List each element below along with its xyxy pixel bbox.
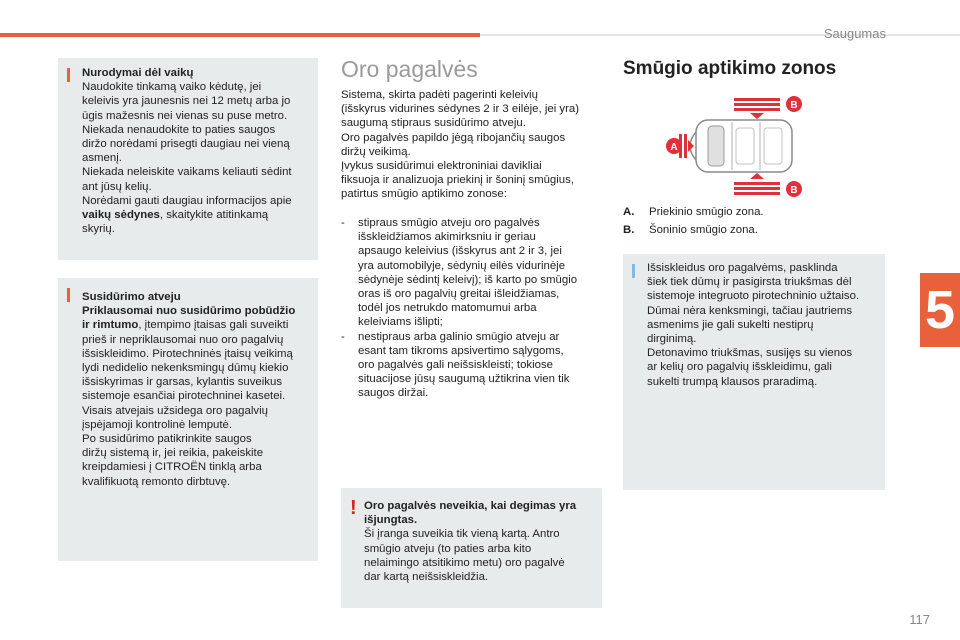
deployment-note: Išsiskleidus oro pagalvėms, pasklinda šiek tiek dūmų ir pasigirsta triukšmas dėl sistemoje integruoto pirotechninio užtaiso. Dūmai nėra kenksmingi, tačiau jautriems asmenims jie gali sukelti nestiprų dirginimą. Detonavimo triukšmas, susijęs su vienos ar kelių oro pagalvių išskleidimu, gali sukelti trumpą klausos praradimą. xyxy=(623,254,885,490)
note-marker xyxy=(67,68,70,82)
airbags-heading: Oro pagalvės xyxy=(341,56,478,82)
chapter-tab[interactable] xyxy=(920,273,960,347)
child-seats-reference: vaikų sėdynes xyxy=(82,209,160,222)
note-line: diržo norėdami prisegti daugiau nei vieną xyxy=(82,138,290,151)
header-accent-bar xyxy=(0,33,480,37)
vehicle-diagram xyxy=(660,92,810,202)
collision-note xyxy=(58,278,318,561)
chapter-number: 5 xyxy=(924,280,956,340)
note-line: ir rimtumo, įtempimo įtaisas gali suveikti xyxy=(82,319,289,332)
note-line: diržų sistemą ir, jei reikia, pakeiskite xyxy=(82,447,264,460)
note-line: ant jūsų kelių. xyxy=(82,180,152,193)
note-marker xyxy=(632,264,635,278)
warning-text: Oro pagalvės neveikia, kai degimas yra išjungtas. Ši įranga suveikia tik vieną kartą. Antro smūgio atveju (to paties arba kito nelaimingo atsitikimo metu) oro pagalvė dar kartą neišsiskleidžia. xyxy=(364,500,577,584)
child-safety-note xyxy=(58,58,318,260)
vehicle-outline-icon xyxy=(690,120,792,172)
warning-icon: ! xyxy=(350,497,357,519)
note-line: prieš ir nepriklausomai nuo oro pagalvių xyxy=(82,333,284,346)
note-line: keleivis yra jaunesnis nei 12 metų arba jo xyxy=(82,95,291,108)
zone-a-label: A xyxy=(670,142,678,153)
page-number: 117 xyxy=(909,612,930,627)
note-line: sistemoje esančiai pirotechninei kasetei. xyxy=(82,390,286,403)
note-line: Po susidūrimo patikrinkite saugos xyxy=(82,433,252,446)
zones-heading: Smūgio aptikimo zonos xyxy=(623,58,837,79)
list-item: - nestipraus arba galinio smūgio atveju ar esant tam tikroms apsivertimo sąlygoms, oro pagalvės gali neišsiskleisti; tokiose situacijose jūsų saugumą užtikrina vien tik saugos diržai. xyxy=(341,330,570,400)
note-line: ūgis mažesnis nei vienas su puse metro. xyxy=(82,109,288,122)
note-line: išsiskyrimas ir garsas, kylantis suveikus xyxy=(82,376,283,389)
side-impact-zone-top xyxy=(734,98,780,119)
note-line: įspėjamoji kontrolinė lemputė. xyxy=(82,418,233,431)
note-line: vaikų sėdynes, skaitykite atitinkamą xyxy=(82,209,269,222)
note-title: Nurodymai dėl vaikų xyxy=(82,67,194,79)
note-line: išsiskleidimo. Pirotechninės įtaisų veikimą xyxy=(82,347,293,360)
note-title: Susidūrimo atveju xyxy=(82,291,181,303)
note-bold-line: Priklausomai nuo susidūrimo pobūdžio xyxy=(82,305,296,318)
note-marker xyxy=(67,288,70,302)
impact-list xyxy=(341,216,603,401)
zone-b-label-bottom: B xyxy=(790,185,798,196)
legend-item-b: B. Šoninio smūgio zona. xyxy=(623,224,758,236)
note-line: asmenį. xyxy=(82,152,122,165)
note-line: Niekada neleiskite vaikams keliauti sėdint xyxy=(82,166,292,179)
note-line: lydi nedidelio nekenksmingų dūmų kiekio xyxy=(82,362,289,375)
note-line: kreipdamiesi į CITROËN tinklą arba xyxy=(82,461,262,474)
section-title: Saugumas xyxy=(823,26,886,41)
airbags-intro: Sistema, skirta padėti pagerinti keleivių (išskyrus vidurines sėdynes 2 ir 3 eilėje, jei yra) saugumą stipraus susidūrimo atveju. Oro pagalvės papildo jėgą ribojančių saugos diržų veikimą. Įvykus susidūrimui elektroniniai davikliai fiksuoja ir analizuoja priekinį ir šoninį smūgius, patirtus smūgio aptikimo zonose: xyxy=(341,89,580,201)
note-line: Niekada nenaudokite to paties saugos xyxy=(82,123,276,136)
note-line: Norėdami gauti daugiau informacijos apie xyxy=(82,194,292,207)
note-line: skyrių. xyxy=(82,223,115,236)
note-line: Naudokite tinkamą vaiko kėdutę, jei xyxy=(82,81,262,94)
header-rule xyxy=(480,34,960,36)
note-line: kvalifikuotą remonto dirbtuvę. xyxy=(82,475,231,488)
legend-item-a: A. Priekinio smūgio zona. xyxy=(623,206,764,218)
zone-b-label-top: B xyxy=(790,100,798,111)
side-impact-zone-bottom xyxy=(734,173,780,195)
list-item: - stipraus smūgio atveju oro pagalvės išskleidžiamos akimirksniu ir geriau apsaugo keleivius (išskyrus ant 2 ir 3, jei yra automobilyje, sėdynių eilės vidurinėje sėdynėje sėdintį keleivį); iš karto po smūgio oras iš oro pagalvių greitai išleidžiamas, todėl jos netrukdo matomumui arba keleiviams išlipti; xyxy=(341,217,578,329)
note-line: Visais atvejais užsidega oro pagalvių xyxy=(82,404,268,417)
